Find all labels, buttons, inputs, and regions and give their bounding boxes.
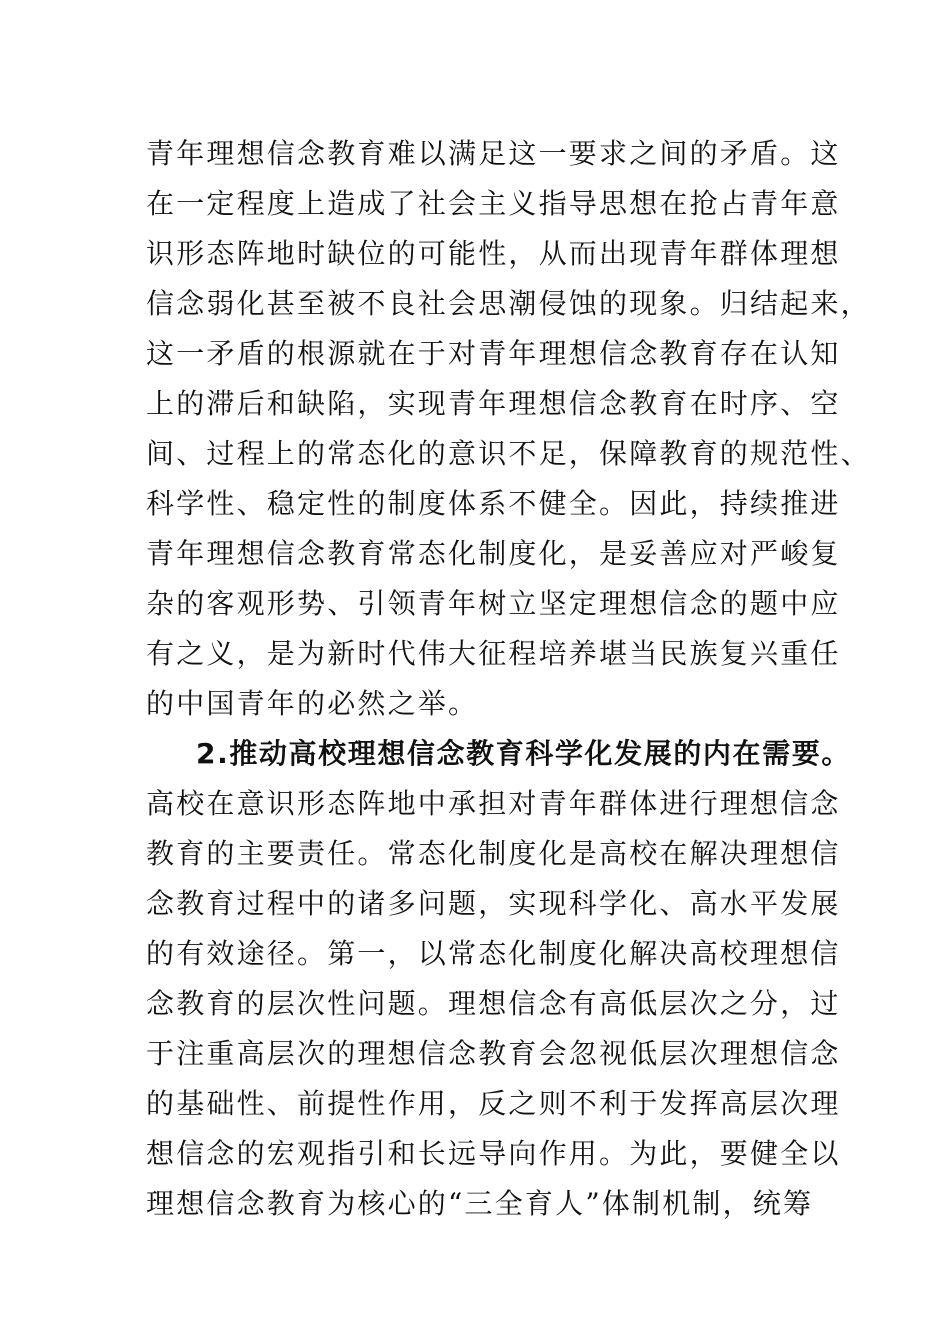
paragraph-1-line-4: 信念弱化甚至被不良社会思潮侵蚀的现象。归结起来， bbox=[146, 287, 871, 320]
paragraph-1-line-9: 青年理想信念教育常态化制度化，是妥善应对严峻复 bbox=[146, 537, 841, 570]
paragraph-2-line-1: 高校在意识形态阵地中承担对青年群体进行理想信念 bbox=[146, 787, 841, 820]
paragraph-1-line-8: 科学性、稳定性的制度体系不健全。因此，持续推进 bbox=[146, 487, 841, 520]
paragraph-1-line-3: 识形态阵地时缺位的可能性，从而出现青年群体理想 bbox=[146, 237, 841, 270]
paragraph-2-line-9: 理想信念教育为核心的“三全育人”体制机制，统筹 bbox=[146, 1187, 814, 1220]
paragraph-2-line-3: 念教育过程中的诸多问题，实现科学化、高水平发展 bbox=[146, 887, 841, 920]
paragraph-1-line-6: 上的滞后和缺陷，实现青年理想信念教育在时序、空 bbox=[146, 387, 841, 420]
paragraph-2-line-7: 的基础性、前提性作用，反之则不利于发挥高层次理 bbox=[146, 1087, 841, 1120]
paragraph-1-line-11: 有之义，是为新时代伟大征程培养堪当民族复兴重任 bbox=[146, 637, 841, 670]
paragraph-1-line-7: 间、过程上的常态化的意识不足，保障教育的规范性、 bbox=[146, 437, 871, 470]
paragraph-2-line-2: 教育的主要责任。常态化制度化是高校在解决理想信 bbox=[146, 837, 841, 870]
paragraph-1-line-2: 在一定程度上造成了社会主义指导思想在抢占青年意 bbox=[146, 187, 841, 220]
paragraph-1-line-1: 青年理想信念教育难以满足这一要求之间的矛盾。这 bbox=[146, 137, 841, 170]
paragraph-2-line-8: 想信念的宏观指引和长远导向作用。为此，要健全以 bbox=[146, 1137, 841, 1170]
paragraph-1-line-5: 这一矛盾的根源就在于对青年理想信念教育存在认知 bbox=[146, 337, 841, 370]
paragraph-2-line-4: 的有效途径。第一，以常态化制度化解决高校理想信 bbox=[146, 937, 841, 970]
paragraph-2-line-5: 念教育的层次性问题。理想信念有高低层次之分，过 bbox=[146, 987, 841, 1020]
section-heading: 2.推动高校理想信念教育科学化发展的内在需要。 bbox=[196, 737, 851, 770]
paragraph-1-line-10: 杂的客观形势、引领青年树立坚定理想信念的题中应 bbox=[146, 587, 841, 620]
paragraph-1-line-12: 的中国青年的必然之举。 bbox=[146, 687, 479, 720]
paragraph-2-line-6: 于注重高层次的理想信念教育会忽视低层次理想信念 bbox=[146, 1037, 841, 1070]
